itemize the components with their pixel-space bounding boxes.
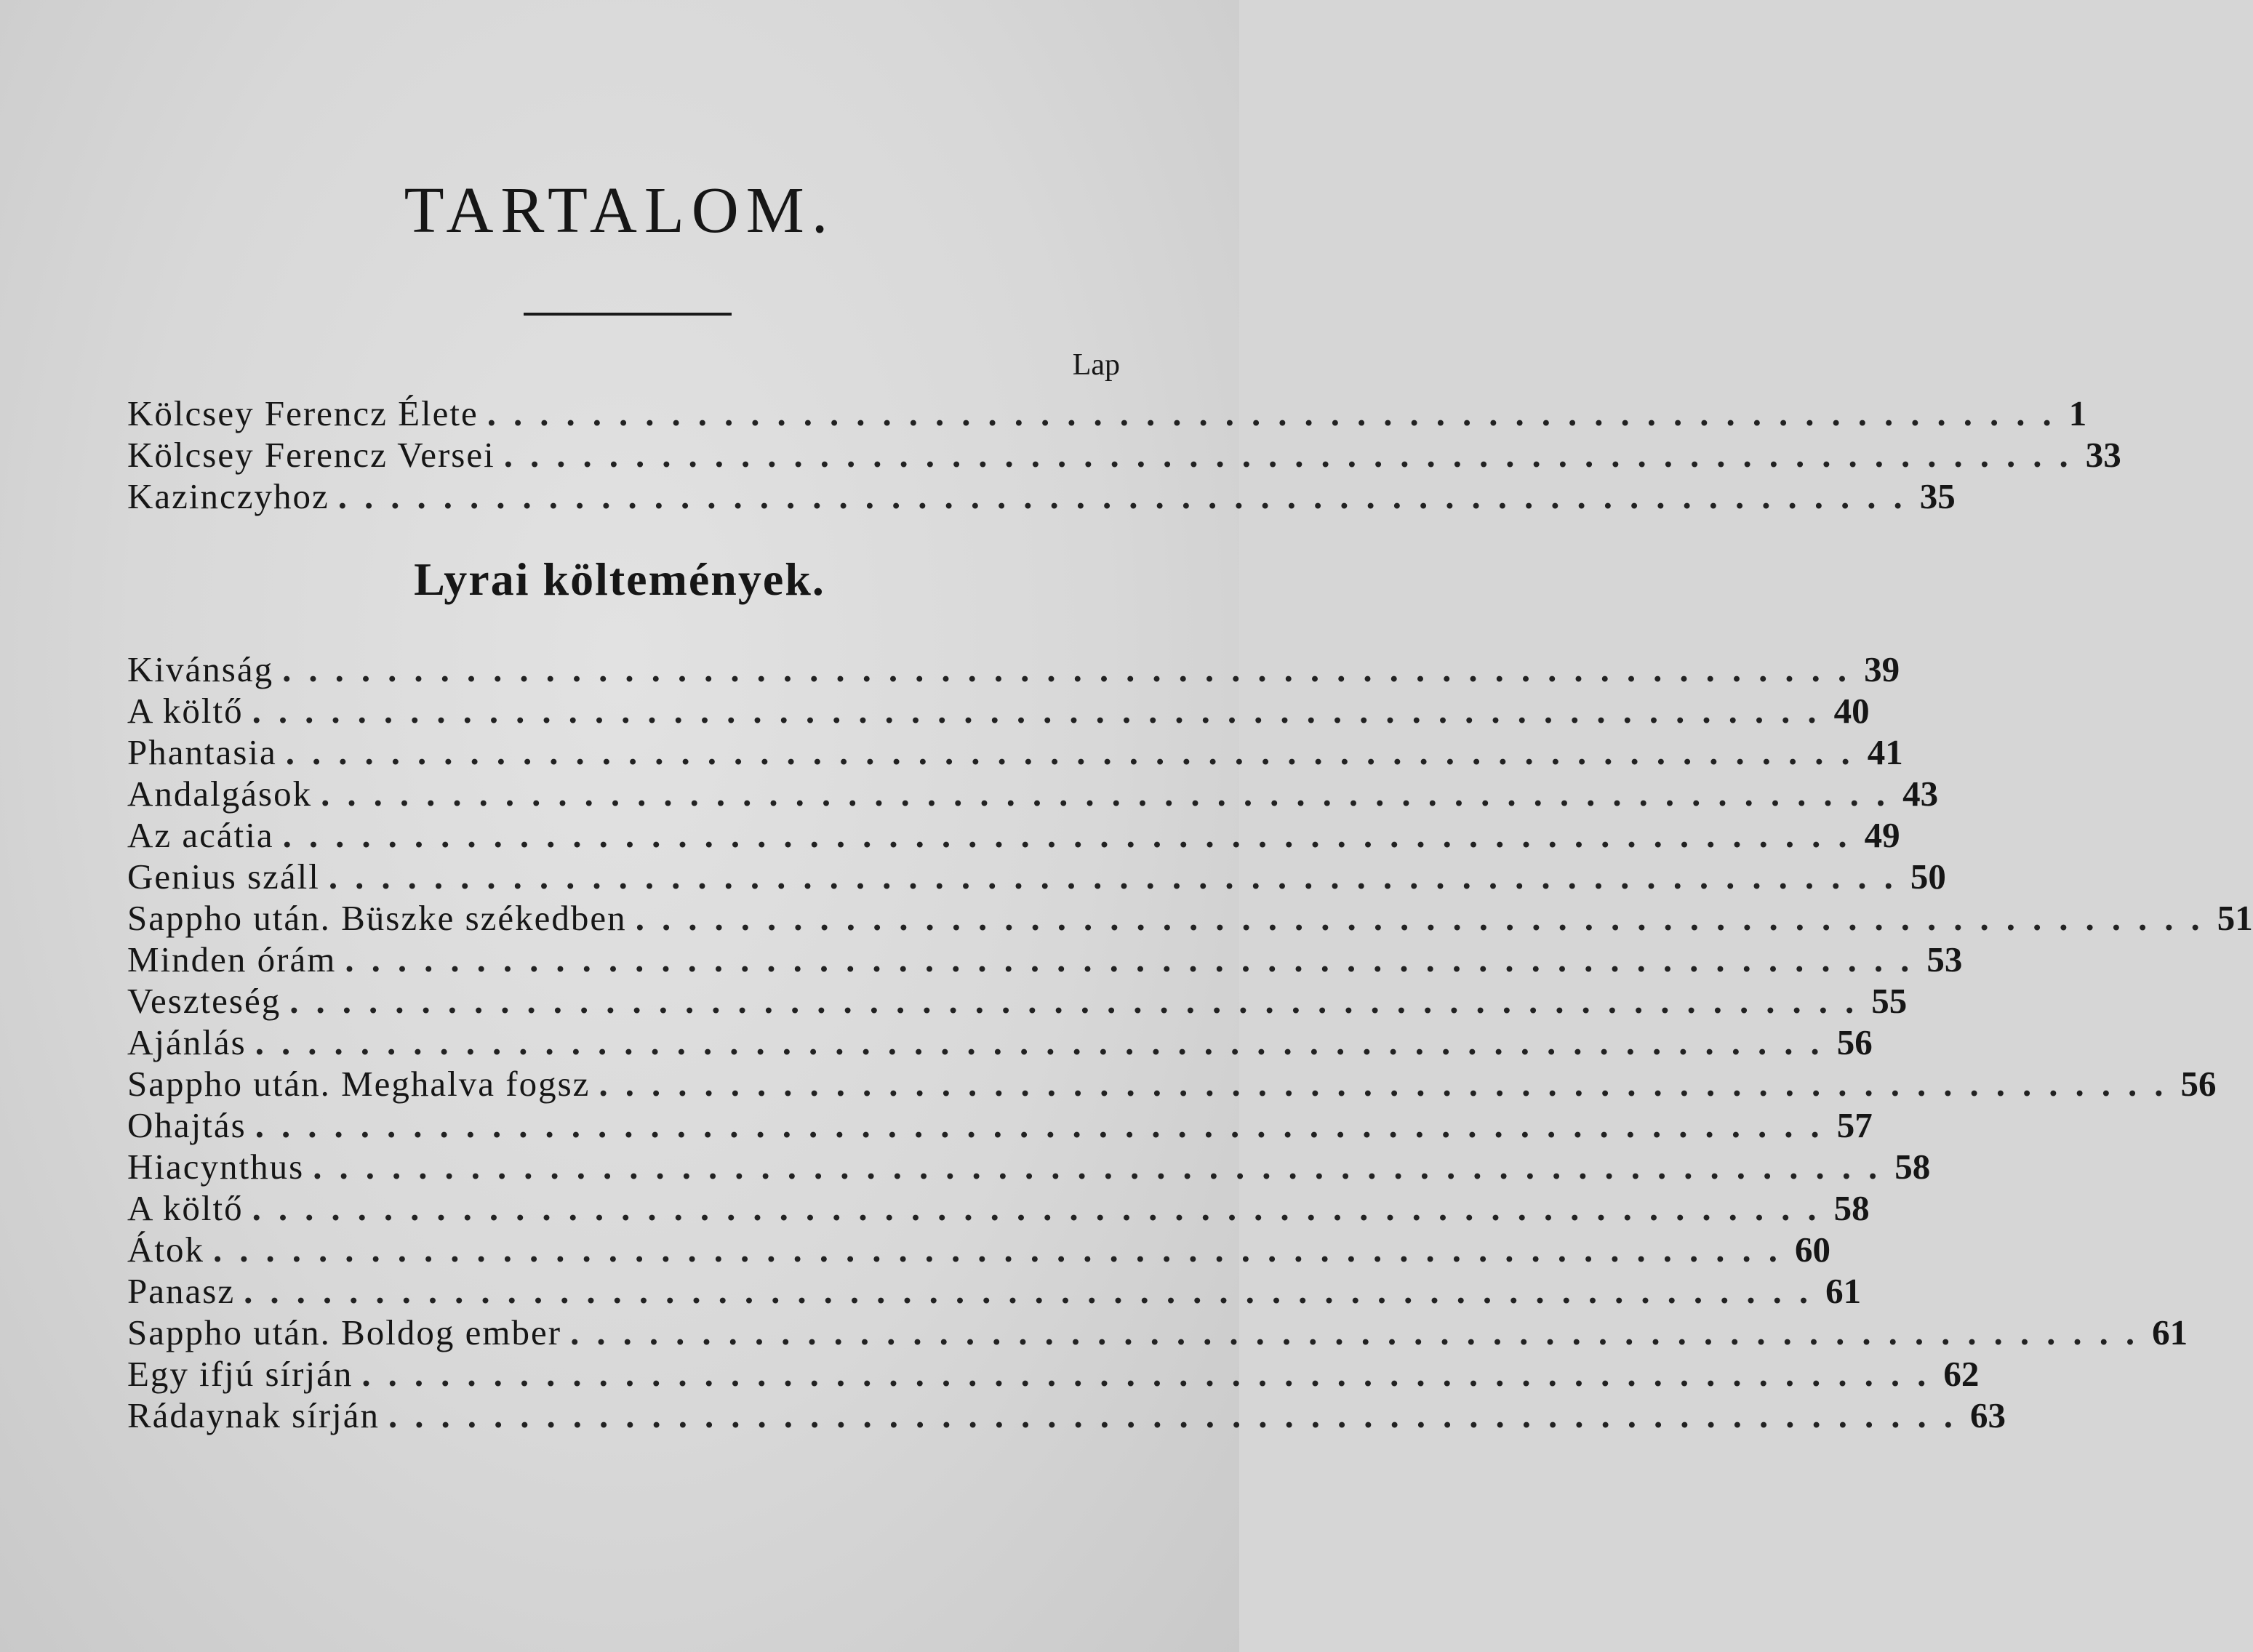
entry-title: Kivánság: [127, 649, 274, 689]
intro-entries: [127, 393, 2121, 517]
dot-leader: ............................................................: [252, 1188, 1834, 1228]
entry-title: Sappho után. Meghalva fogsz: [127, 1064, 591, 1104]
toc-entry: [127, 476, 1956, 517]
dot-leader: ............................................................: [599, 1064, 2181, 1104]
dot-leader: ............................................................: [361, 1354, 1944, 1394]
toc-entry: [127, 1229, 1830, 1270]
entry-title: Sappho után. Büszke székedben: [127, 898, 627, 938]
toc-entry: [127, 1312, 2188, 1353]
entry-page-number: 63: [1970, 1395, 2006, 1435]
toc-entry: [127, 1353, 1980, 1395]
entry-title: Rádaynak sírján: [127, 1395, 380, 1435]
toc-entry: [127, 897, 2253, 939]
toc-entry: [127, 1022, 1873, 1063]
entry-page-number: 62: [1943, 1354, 1980, 1394]
toc-entry: [127, 773, 1939, 814]
title-rule: [524, 313, 732, 316]
entry-page-number: 60: [1795, 1230, 1830, 1270]
dot-leader: ............................................................: [252, 691, 1834, 731]
dot-leader: ............................................................: [337, 476, 1920, 516]
dot-leader: ............................................................: [282, 649, 1865, 689]
entry-page-number: 50: [1910, 857, 1946, 897]
entry-title: Kölcsey Ferencz Élete: [127, 393, 479, 433]
toc-entry: [127, 814, 1900, 856]
dot-leader: ............................................................: [388, 1395, 1971, 1435]
entry-page-number: 61: [2152, 1312, 2188, 1352]
dot-leader: ............................................................: [289, 981, 1872, 1021]
toc-entry: [127, 1395, 2006, 1436]
toc-entry: [127, 939, 1963, 980]
entry-title: Egy ifjú sírján: [127, 1354, 353, 1394]
entry-title: Az acátia: [127, 815, 274, 855]
entry-page-number: 58: [1833, 1188, 1870, 1228]
entry-title: Minden órám: [127, 939, 337, 979]
dot-leader: ............................................................: [321, 774, 1903, 814]
entry-title: Ajánlás: [127, 1022, 247, 1062]
section-heading: Lyrai költemények.: [414, 553, 825, 605]
toc-entry: [127, 1187, 1870, 1229]
toc-entry: [127, 1146, 1931, 1187]
toc-entry: [127, 1104, 1873, 1146]
dot-leader: ............................................................: [313, 1147, 1895, 1187]
toc-entry: [127, 731, 1903, 773]
entry-page-number: 43: [1902, 774, 1939, 814]
entry-page-number: 49: [1864, 815, 1900, 855]
page-column-header: Lap: [1072, 348, 1120, 382]
entry-page-number: 41: [1867, 732, 1903, 772]
entry-title: Genius száll: [127, 857, 320, 897]
entry-page-number: 55: [1871, 981, 1908, 1021]
toc-entry: [127, 393, 2087, 434]
entry-title: Kazinczyhoz: [127, 476, 329, 516]
entry-title: A költő: [127, 691, 244, 731]
entry-page-number: 39: [1864, 649, 1900, 689]
toc-entry: [127, 1270, 1862, 1312]
entry-title: Andalgások: [127, 774, 313, 814]
dot-leader: ............................................................: [244, 1271, 1826, 1311]
page-title: TARTALOM.: [404, 175, 836, 246]
dot-leader: ............................................................: [345, 939, 1927, 979]
entry-page-number: 40: [1833, 691, 1870, 731]
entry-title: Veszteség: [127, 981, 281, 1021]
dot-leader: ............................................................: [282, 815, 1865, 855]
toc-entry: [127, 649, 1900, 690]
toc-entry: [127, 1063, 2217, 1104]
entry-page-number: 61: [1825, 1271, 1862, 1311]
toc-entry: [127, 980, 1908, 1022]
entry-page-number: 33: [2085, 435, 2121, 475]
entry-title: Panasz: [127, 1271, 236, 1311]
entry-title: Ohajtás: [127, 1105, 247, 1145]
dot-leader: ............................................................: [635, 898, 2217, 938]
toc-entry: [127, 856, 1946, 897]
entry-page-number: 56: [1836, 1022, 1873, 1062]
dot-leader: ............................................................: [570, 1312, 2153, 1352]
entry-page-number: 51: [2217, 898, 2253, 938]
dot-leader: ............................................................: [503, 435, 2086, 475]
dot-leader: ............................................................: [255, 1022, 1837, 1062]
toc-entry: [127, 434, 2121, 476]
entry-page-number: 58: [1894, 1147, 1931, 1187]
entry-title: Hiacynthus: [127, 1147, 305, 1187]
entry-page-number: 57: [1836, 1105, 1873, 1145]
dot-leader: ............................................................: [255, 1105, 1837, 1145]
entry-page-number: 35: [1919, 476, 1956, 516]
entry-title: Phantasia: [127, 732, 277, 772]
entry-title: Átok: [127, 1230, 204, 1270]
dot-leader: ............................................................: [487, 393, 2069, 433]
dot-leader: ............................................................: [285, 732, 1868, 772]
toc-entry: [127, 690, 1870, 731]
dot-leader: ............................................................: [328, 857, 1910, 897]
poem-entries: [127, 649, 2253, 1436]
entry-title: Sappho után. Boldog ember: [127, 1312, 562, 1352]
entry-title: A költő: [127, 1188, 244, 1228]
entry-page-number: 56: [2180, 1064, 2217, 1104]
entry-page-number: 1: [2068, 393, 2087, 433]
entry-page-number: 53: [1926, 939, 1963, 979]
entry-title: Kölcsey Ferencz Versei: [127, 435, 495, 475]
dot-leader: ............................................................: [213, 1230, 1795, 1270]
